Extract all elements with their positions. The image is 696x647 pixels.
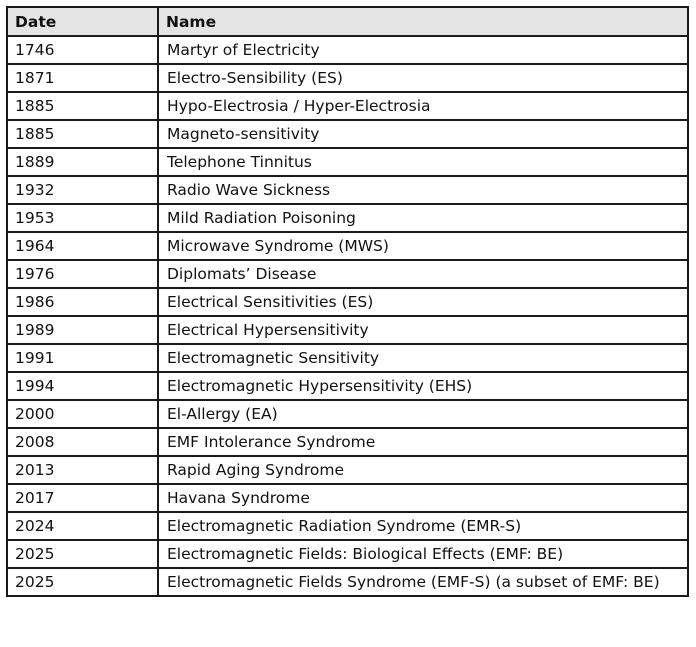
date-cell: 1932 (7, 176, 158, 204)
header-name: Name (158, 7, 688, 36)
name-cell: Electrical Sensitivities (ES) (158, 288, 688, 316)
name-cell: Microwave Syndrome (MWS) (158, 232, 688, 260)
name-cell: Electro-Sensibility (ES) (158, 64, 688, 92)
name-cell: Telephone Tinnitus (158, 148, 688, 176)
table-row (7, 540, 688, 568)
date-cell: 1889 (7, 148, 158, 176)
table-row (7, 316, 688, 344)
table-row (7, 456, 688, 484)
name-cell: Havana Syndrome (158, 484, 688, 512)
table-row (7, 260, 688, 288)
table-row (7, 400, 688, 428)
date-cell: 1994 (7, 372, 158, 400)
table-row (7, 288, 688, 316)
name-cell: Hypo-Electrosia / Hyper-Electrosia (158, 92, 688, 120)
name-cell: Martyr of Electricity (158, 36, 688, 64)
date-cell: 2000 (7, 400, 158, 428)
date-cell: 1885 (7, 120, 158, 148)
table-row (7, 484, 688, 512)
name-cell: Electromagnetic Fields Syndrome (EMF-S) (a subset of EMF: BE) (158, 568, 688, 596)
table-row (7, 232, 688, 260)
table-body (7, 36, 688, 596)
table-header (7, 7, 688, 36)
table-row (7, 344, 688, 372)
table-row (7, 64, 688, 92)
date-cell: 1991 (7, 344, 158, 372)
date-cell: 1871 (7, 64, 158, 92)
name-cell: El-Allergy (EA) (158, 400, 688, 428)
name-cell: Electromagnetic Hypersensitivity (EHS) (158, 372, 688, 400)
name-cell: Electromagnetic Fields: Biological Effects (EMF: BE) (158, 540, 688, 568)
date-cell: 1976 (7, 260, 158, 288)
date-cell: 2013 (7, 456, 158, 484)
table-row (7, 372, 688, 400)
date-cell: 2008 (7, 428, 158, 456)
table-row (7, 176, 688, 204)
name-cell: Electromagnetic Sensitivity (158, 344, 688, 372)
date-cell: 1964 (7, 232, 158, 260)
table-row (7, 428, 688, 456)
table-row (7, 512, 688, 540)
date-cell: 2025 (7, 568, 158, 596)
date-cell: 1885 (7, 92, 158, 120)
header-row (7, 7, 688, 36)
date-cell: 2024 (7, 512, 158, 540)
table-row (7, 120, 688, 148)
date-cell: 2025 (7, 540, 158, 568)
table-row (7, 36, 688, 64)
names-table (6, 6, 689, 597)
name-cell: EMF Intolerance Syndrome (158, 428, 688, 456)
date-cell: 1746 (7, 36, 158, 64)
date-cell: 2017 (7, 484, 158, 512)
name-cell: Magneto-sensitivity (158, 120, 688, 148)
date-cell: 1989 (7, 316, 158, 344)
table-row (7, 204, 688, 232)
date-cell: 1986 (7, 288, 158, 316)
header-date: Date (7, 7, 158, 36)
name-cell: Electromagnetic Radiation Syndrome (EMR-S) (158, 512, 688, 540)
name-cell: Rapid Aging Syndrome (158, 456, 688, 484)
name-cell: Diplomats’ Disease (158, 260, 688, 288)
table-container (6, 6, 689, 597)
table-row (7, 148, 688, 176)
name-cell: Radio Wave Sickness (158, 176, 688, 204)
name-cell: Electrical Hypersensitivity (158, 316, 688, 344)
table-row (7, 568, 688, 596)
table-row (7, 92, 688, 120)
name-cell: Mild Radiation Poisoning (158, 204, 688, 232)
date-cell: 1953 (7, 204, 158, 232)
